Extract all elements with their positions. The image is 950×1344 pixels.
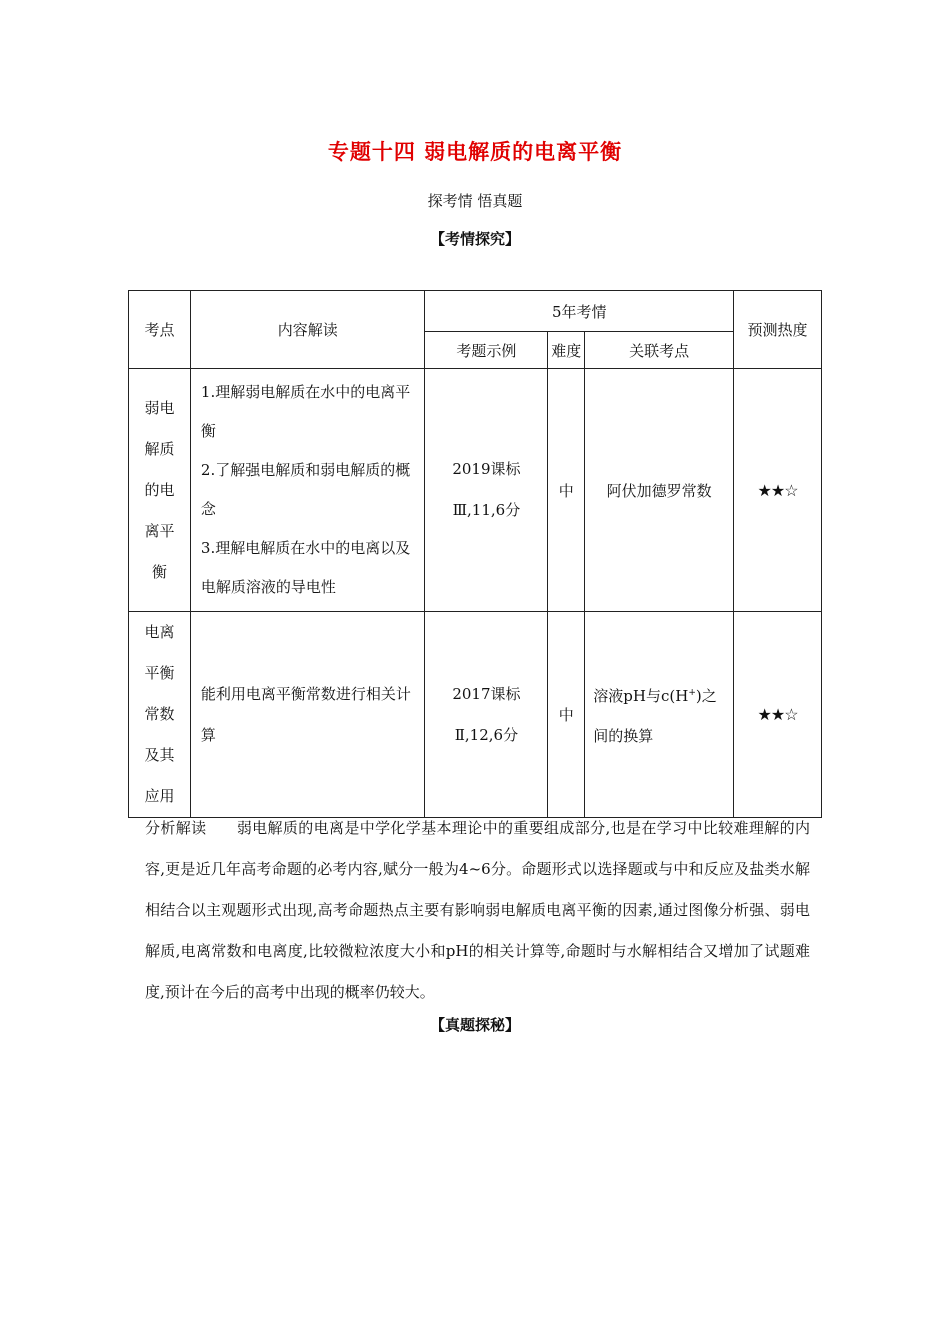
row2-stars-rating: ★★☆ (734, 612, 822, 818)
header-five-year: 5年考情 (425, 291, 734, 332)
row1-example-line1: 2019课标 (452, 460, 521, 478)
row2-related-sup: + (688, 688, 696, 698)
page-title: 专题十四 弱电解质的电离平衡 (327, 140, 623, 164)
row2-related-post: )之间的换算 (593, 687, 717, 745)
header-example: 考题示例 (425, 332, 548, 369)
row1-content (190, 369, 425, 612)
row2-related (585, 612, 734, 818)
row2-content: 能利用电离平衡常数进行相关计算 (190, 612, 425, 818)
subtitle: 探考情 悟真题 (427, 192, 523, 210)
header-forecast: 预测热度 (734, 291, 822, 369)
header-content: 内容解读 (190, 291, 425, 369)
header-difficulty: 难度 (548, 332, 585, 369)
row2-example-line2: Ⅱ,12,6分 (454, 725, 519, 744)
row2-kaodian-text: 电离平衡常数及其应用 (144, 623, 175, 805)
row2-related-pre: 溶液pH与c(H (593, 687, 689, 705)
row1-stars-rating: ★★☆ (734, 369, 822, 612)
row1-content-line3: 3.理解电解质在水中的电离以及电解质溶液的导电性 (200, 539, 411, 596)
row1-example-line2: Ⅲ,11,6分 (452, 501, 521, 519)
row2-kaodian (129, 612, 191, 818)
section-heading-real-questions: 【真题探秘】 (429, 1016, 520, 1034)
row1-kaodian (129, 369, 191, 612)
row1-related: 阿伏加德罗常数 (585, 369, 734, 612)
row1-content-line2: 2.了解强电解质和弱电解质的概念 (200, 461, 411, 518)
section-heading-exam-analysis: 【考情探究】 (429, 230, 520, 248)
row2-example (425, 612, 548, 818)
header-related: 关联考点 (585, 332, 734, 369)
analysis-label: 分析解读 (145, 819, 207, 837)
header-kaodian: 考点 (129, 291, 191, 369)
exam-analysis-table (128, 290, 822, 818)
row1-content-line1: 1.理解弱电解质在水中的电离平衡 (200, 383, 411, 440)
row1-example (425, 369, 548, 612)
row1-kaodian-text: 弱电解质的电离平衡 (144, 398, 175, 581)
analysis-paragraph (145, 808, 810, 1013)
analysis-text: 弱电解质的电离是中学化学基本理论中的重要组成部分,也是在学习中比较难理解的内容,更是近几年高考命题的必考内容,赋分一般为4~6分。命题形式以选择题或与中和反应及盐类水解相结合以主观题形式出现,高考命题热点主要有影响弱电解质电离平衡的因素,通过图像分析强、弱电解质,电离常数和电离度,比较微粒浓度大小和pH的相关计算等,命题时与水解相结合又增加了试题难度,预计在今后的高考中出现的概率仍较大。 (145, 819, 810, 1001)
row2-difficulty: 中 (548, 612, 585, 818)
row1-difficulty: 中 (548, 369, 585, 612)
row2-example-line1: 2017课标 (452, 684, 521, 703)
